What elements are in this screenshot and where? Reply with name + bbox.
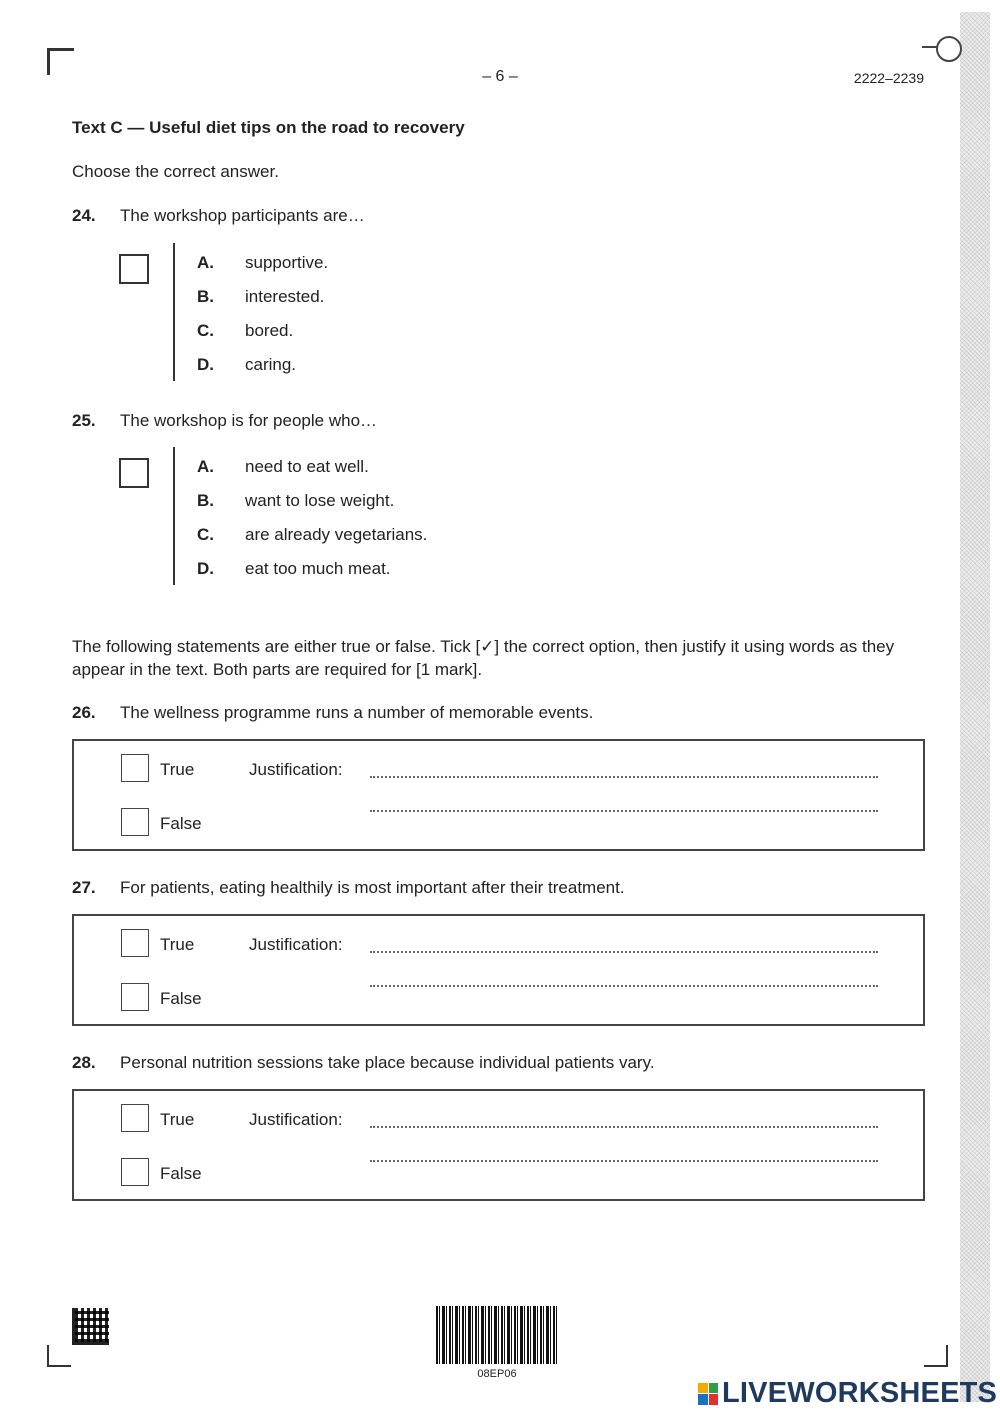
justification-label: Justification: bbox=[249, 1110, 343, 1129]
option-letter: D. bbox=[197, 355, 214, 374]
corner-mark-bottom-left bbox=[47, 1345, 71, 1367]
divider bbox=[173, 243, 175, 381]
brand-name: LIVEWORKSHEETS bbox=[722, 1377, 998, 1409]
justification-line[interactable] bbox=[370, 985, 878, 987]
barcode-text: 08EP06 bbox=[477, 1368, 517, 1380]
option-letter: A. bbox=[197, 253, 214, 272]
question-text: The wellness programme runs a number of memorable events. bbox=[120, 703, 594, 722]
false-label: False bbox=[160, 814, 202, 833]
true-label: True bbox=[160, 935, 195, 954]
option-text: are already vegetarians. bbox=[245, 525, 428, 544]
answer-panel bbox=[72, 1089, 925, 1201]
question-number: 26. bbox=[72, 703, 96, 722]
option-text: supportive. bbox=[245, 253, 329, 272]
justification-line[interactable] bbox=[370, 1126, 878, 1128]
option-letter: C. bbox=[197, 321, 214, 340]
option-text: need to eat well. bbox=[245, 457, 369, 476]
true-false-instructions: The following statements are either true or false. Tick [✓] the correct option, then justify it using words as they appear in the text. Both parts are required for [1 mark]. bbox=[72, 637, 895, 679]
justification-line[interactable] bbox=[370, 951, 878, 953]
corner-mark-bottom-right bbox=[924, 1345, 948, 1367]
liveworksheets-logo-icon bbox=[698, 1383, 718, 1405]
true-checkbox[interactable] bbox=[121, 754, 149, 782]
question-text: The workshop is for people who… bbox=[120, 411, 378, 430]
false-label: False bbox=[160, 989, 202, 1008]
option-text: caring. bbox=[245, 355, 297, 374]
question-number: 27. bbox=[72, 878, 96, 897]
true-checkbox[interactable] bbox=[121, 929, 149, 957]
question-text: Personal nutrition sessions take place because individual patients vary. bbox=[120, 1053, 655, 1072]
justification-line[interactable] bbox=[370, 776, 878, 778]
section-title: Text C — Useful diet tips on the road to recovery bbox=[72, 118, 465, 137]
option-text: want to lose weight. bbox=[245, 491, 395, 510]
option-letter: D. bbox=[197, 559, 214, 578]
true-label: True bbox=[160, 1110, 195, 1129]
answer-panel bbox=[72, 739, 925, 851]
question-number: 24. bbox=[72, 206, 96, 225]
false-label: False bbox=[160, 1164, 202, 1183]
justification-label: Justification: bbox=[249, 935, 343, 954]
option-letter: A. bbox=[197, 457, 214, 476]
logo-cell bbox=[709, 1383, 719, 1394]
option-letter: C. bbox=[197, 525, 214, 544]
datamatrix-code-icon bbox=[72, 1308, 109, 1345]
question-text: For patients, eating healthily is most important after their treatment. bbox=[120, 878, 625, 897]
document-code: 2222–2239 bbox=[853, 70, 924, 86]
scan-edge bbox=[960, 12, 990, 1402]
answer-box[interactable] bbox=[119, 254, 149, 284]
justification-label: Justification: bbox=[249, 760, 343, 779]
false-checkbox[interactable] bbox=[121, 983, 149, 1011]
logo-cell bbox=[698, 1383, 708, 1394]
hole-punch-icon bbox=[936, 36, 962, 62]
question-text: The workshop participants are… bbox=[120, 206, 365, 225]
page-number: – 6 – bbox=[482, 68, 518, 85]
liveworksheets-brand[interactable] bbox=[698, 1377, 997, 1410]
false-checkbox[interactable] bbox=[121, 808, 149, 836]
option-text: eat too much meat. bbox=[245, 559, 391, 578]
answer-panel bbox=[72, 914, 925, 1026]
divider bbox=[173, 447, 175, 585]
true-checkbox[interactable] bbox=[121, 1104, 149, 1132]
option-letter: B. bbox=[197, 491, 214, 510]
answer-box[interactable] bbox=[119, 458, 149, 488]
option-letter: B. bbox=[197, 287, 214, 306]
justification-line[interactable] bbox=[370, 1160, 878, 1162]
option-text: bored. bbox=[245, 321, 294, 340]
barcode-icon bbox=[436, 1306, 558, 1364]
logo-cell bbox=[698, 1394, 708, 1405]
logo-cell bbox=[709, 1394, 719, 1405]
true-label: True bbox=[160, 760, 195, 779]
option-text: interested. bbox=[245, 287, 325, 306]
false-checkbox[interactable] bbox=[121, 1158, 149, 1186]
question-number: 25. bbox=[72, 411, 96, 430]
question-number: 28. bbox=[72, 1053, 96, 1072]
instruction: Choose the correct answer. bbox=[72, 162, 279, 181]
justification-line[interactable] bbox=[370, 810, 878, 812]
